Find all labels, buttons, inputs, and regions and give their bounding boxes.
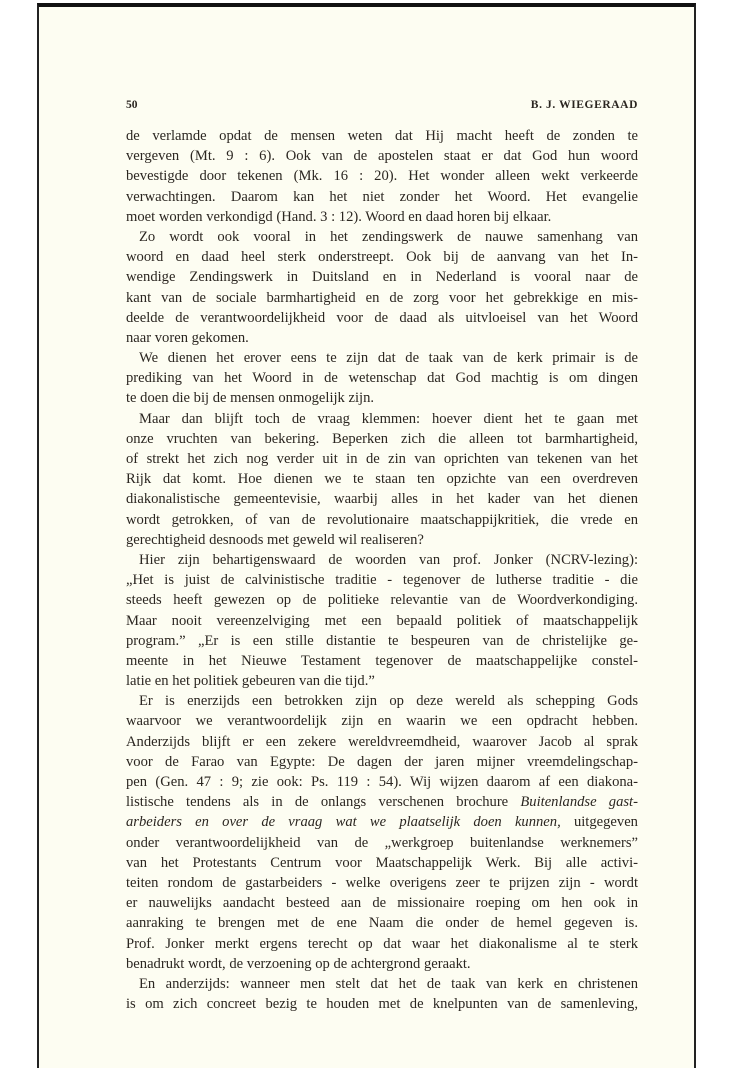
text-line: van het Protestants Centrum voor Maatschappelijk Werk. Bij alle activi- <box>126 854 638 871</box>
paragraph <box>126 974 638 1014</box>
text-line: is om zich concreet bezig te houden met de knelpunten van de samenleving, <box>126 996 638 1013</box>
text-line: deelde de verantwoordelijkheid voor de daad als uitvloeisel van het Woord <box>126 309 638 326</box>
paragraph <box>126 691 638 974</box>
text-line: bevestigde door tekenen (Mk. 16 : 20). Het wonder alleen wekt verkeerde <box>126 168 638 185</box>
text-line: verwachtingen. Daarom kan het niet zonder het Woord. Het evangelie <box>126 188 638 205</box>
text-line: Anderzijds blijft er een zekere wereldvreemdheid, waarover Jacob al sprak <box>126 733 638 750</box>
text-line: vergeven (Mt. 9 : 6). Ook van de apostelen staat er dat God hun woord <box>126 148 638 165</box>
text-line: wordt getrokken, of van de revolutionaire maatschappijkritiek, die vrede en <box>126 511 638 528</box>
text-line: onder verantwoordelijkheid van de „werkgroep buitenlandse werknemers” <box>126 834 638 851</box>
text-line: Hier zijn behartigenswaard de woorden van prof. Jonker (NCRV-lezing): <box>139 551 638 568</box>
text-segment: uitgegeven <box>560 814 638 831</box>
text-line <box>126 812 638 832</box>
text-line: Maar dan blijft toch de vraag klemmen: hoever dient het te gaan met <box>139 410 638 427</box>
text-line: wendige Zendingswerk in Duitsland en in Nederland is vooral naar de <box>126 269 638 286</box>
text-line <box>126 792 638 812</box>
text-line: aanraking te brengen met de ene Naam die onder de hemel gegeven is. <box>126 915 638 932</box>
text-line: voor de Farao van Egypte: De dagen der jaren mijner vreemdelingschap- <box>126 753 638 770</box>
paragraph <box>126 227 638 348</box>
paragraph <box>126 409 638 550</box>
text-line: naar voren gekomen. <box>126 329 249 346</box>
text-line: of strekt het zich nog verder uit in de zin van oprichten van tekenen van het <box>126 451 638 467</box>
italic-title-text: arbeiders en over de vraag wat we plaatselijk doen kunnen, <box>126 814 561 831</box>
text-line: er nauwelijks aandacht besteed aan de missionaire roeping om hen ook in <box>126 895 638 912</box>
text-line: woord en daad heel sterk onderstreept. Ook bij de aanvang van het In- <box>126 249 638 266</box>
text-line: latie en het politiek gebeuren van die tijd.” <box>126 673 375 690</box>
text-line: Rijk dat komt. Hoe dienen we te staan ten opzichte van een overdreven <box>126 471 638 488</box>
text-line: waarvoor we verantwoordelijk zijn en waarin we een opdracht hebben. <box>126 713 638 730</box>
paragraph <box>126 126 638 227</box>
text-line: steeds heeft gewezen op de politieke relevantie van de Woordverkondiging. <box>126 592 638 609</box>
text-line: pen (Gen. 47 : 9; zie ook: Ps. 119 : 54). Wij wijzen daarom af een diakona- <box>126 774 638 790</box>
text-line: Zo wordt ook vooral in het zendingswerk de nauwe samenhang van <box>139 228 638 245</box>
text-line: prediking van het Woord in de wetenschap dat God machtig is om dingen <box>126 370 638 387</box>
running-head-author: B. J. WIEGERAAD <box>530 99 638 111</box>
text-line: kant van de sociale barmhartigheid en de zorg voor het gebrekkige en mis- <box>126 289 638 306</box>
text-line: meente in het Nieuwe Testament tegenover de maatschappelijke constel- <box>126 652 638 669</box>
paragraph <box>126 348 638 409</box>
text-line: teiten rondom de gastarbeiders - welke overigens zeer te prijzen zijn - wordt <box>126 874 638 891</box>
running-header <box>126 99 638 115</box>
text-line: Prof. Jonker merkt ergens terecht op dat waar het diakonalisme al te sterk <box>126 935 638 952</box>
text-line: de verlamde opdat de mensen weten dat Hij macht heeft de zonden te <box>126 128 638 144</box>
text-segment: listische tendens als in de onlangs verschenen brochure <box>126 794 521 811</box>
text-line: benadrukt wordt, de verzoening op de achtergrond geraakt. <box>126 955 471 972</box>
text-line: moet worden verkondigd (Hand. 3 : 12). Woord en daad horen bij elkaar. <box>126 208 552 225</box>
text-line: diakonalistische gemeentevisie, waarbij alles in het kader van het dienen <box>126 491 638 508</box>
text-line: „Het is juist de calvinistische traditie - tegenover de lutherse traditie - die <box>126 572 638 589</box>
text-line: onze vruchten van bekering. Beperken zich die alleen tot barmhartigheid, <box>126 430 638 447</box>
scanned-page <box>37 3 696 1068</box>
body-text <box>126 126 638 1014</box>
text-line: te doen die bij de mensen onmogelijk zijn. <box>126 390 375 407</box>
text-line: program.” „Er is een stille distantie te bespeuren van de christelijke ge- <box>126 632 638 649</box>
paragraph <box>126 550 638 691</box>
text-line: Er is enerzijds een betrokken zijn op deze wereld als schepping Gods <box>139 693 638 710</box>
italic-title-text: Buitenlandse gast- <box>520 794 638 811</box>
text-line: Maar nooit vereenzelviging met een bepaald politiek of maatschappelijk <box>126 612 638 629</box>
text-line: En anderzijds: wanneer men stelt dat het de taak van kerk en christenen <box>139 975 638 992</box>
page-number: 50 <box>126 99 138 111</box>
text-line: We dienen het erover eens te zijn dat de taak van de kerk primair is de <box>139 350 638 367</box>
text-line: gerechtigheid desnoods met geweld wil realiseren? <box>126 531 424 548</box>
